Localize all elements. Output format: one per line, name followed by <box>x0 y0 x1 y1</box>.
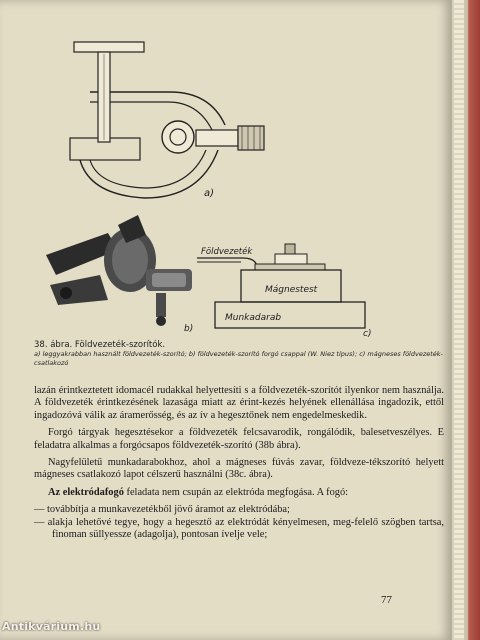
label-munkadarab: Munkadarab <box>225 313 282 323</box>
figure-b-label: b) <box>184 324 194 334</box>
caption-title: 38. ábra. Földvezeték-szorítók. <box>34 340 166 350</box>
figure-b-clamp-photo <box>38 205 198 335</box>
paragraph-4 <box>34 487 444 499</box>
paragraph-4-lead: Az elektródafogó <box>48 486 124 498</box>
body-text <box>34 385 444 541</box>
paragraph-2: Forgó tárgyak hegesztésekor a földvezeték felcsavarodik, rongálódik, balesetveszélyes. E feladatra alkalmas a forgócsapos földvezeték-szorító (38b ábra). <box>34 427 444 451</box>
figure-c-label: c) <box>363 329 372 338</box>
paragraph-4-rest: feladata nem csupán az elektróda megfogása. A fogó: <box>123 486 349 498</box>
paragraph-1: lazán érintkeztetett idomacél rudakkal helyettesíti s a földvezeték-szorítót ilyenkor nem használja. A földvezeték érintkezésének lazasága miatt az érint-kezés helyének ellenállása ingadozik, ettől ingadozóvá válik az áramerősség, és az ív a hegesztőnek nem engedelmeskedik. <box>34 385 444 421</box>
caption-subtitle: a) leggyakrabban használt földvezeték-szorító; b) földvezeték-szorító forgó csappal (W. Niez típus); c) mágneses földvezeték-csatlakozó <box>34 350 443 367</box>
label-magnestest: Mágnestest <box>265 285 318 295</box>
figure-c-magnetic <box>195 238 375 338</box>
paragraph-3: Nagyfelületű munkadarabokhoz, ahol a mágneses fúvás zavar, földveze-tékszorító helyett mágneses csatlakozó lapot célszerű használni (38c. ábra). <box>34 457 444 481</box>
label-foldvezetek: Földvezeték <box>201 247 253 257</box>
page-number: 77 <box>381 594 392 606</box>
figure-a-label: a) <box>204 188 215 199</box>
figure-caption <box>34 340 444 368</box>
list-item: — továbbítja a munkavezetékből jövő áramot az elektródába; <box>34 504 290 516</box>
figure-a-clamp <box>60 30 290 205</box>
page-edges <box>454 0 464 640</box>
book-spine <box>452 0 480 640</box>
watermark: Antikvárium.hu <box>2 620 101 633</box>
function-list <box>34 504 444 541</box>
list-item: — alakja lehetővé tegye, hogy a hegesztő az elektródát kényelmesen, meg-felelő szögben tartsa, finoman süllyessze (adagolja), pontosan ívelje vele; <box>34 516 444 541</box>
